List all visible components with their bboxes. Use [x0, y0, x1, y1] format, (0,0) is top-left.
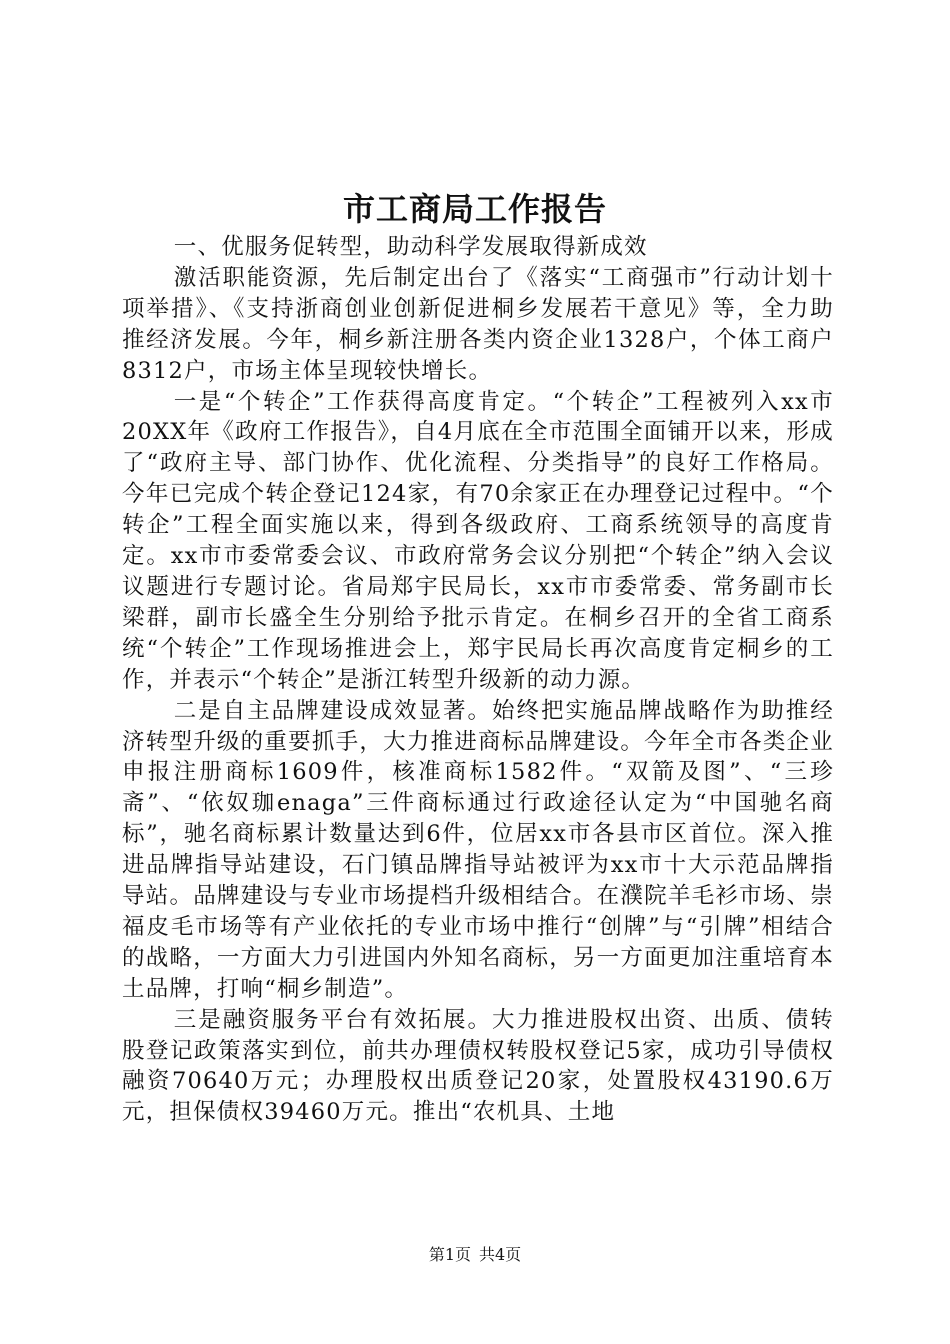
page-number: 第1页: [428, 1245, 471, 1264]
body-paragraph: 一是“个转企”工作获得高度肯定。“个转企”工程被列入xx市20XX年《政府工作报告》，自4月底在全市范围全面铺开以来，形成了“政府主导、部门协作、优化流程、分类指导”的良好工作格局。今年已完成个转企登记124家，有70余家正在办理登记过程中。“个转企”工程全面实施以来，得到各级政府、工商系统领导的高度肯定。xx市市委常委会议、市政府常务会议分别把“个转企”纳入会议议题进行专题讨论。省局郑宇民局长，xx市市委常委、常务副市长梁群，副市长盛全生分别给予批示肯定。在桐乡召开的全省工商系统“个转企”工作现场推进会上，郑宇民局长再次高度肯定桐乡的工作，并表示“个转企”是浙江转型升级新的动力源。: [122, 388, 834, 693]
page-footer: [0, 1244, 950, 1266]
body-paragraph: 二是自主品牌建设成效显著。始终把实施品牌战略作为助推经济转型升级的重要抓手，大力推进商标品牌建设。今年全市各类企业申报注册商标1609件，核准商标1582件。“双箭及图”、“三珍斋”、“依奴珈enaga”三件商标通过行政途径认定为“中国驰名商标”，驰名商标累计数量达到6件，位居xx市各县市区首位。深入推进品牌指导站建设，石门镇品牌指导站被评为xx市十大示范品牌指导站。品牌建设与专业市场提档升级相结合。在濮院羊毛衫市场、崇福皮毛市场等有产业依托的专业市场中推行“创牌”与“引牌”相结合的战略，一方面大力引进国内外知名商标，另一方面更加注重培育本土品牌，打响“桐乡制造”。: [122, 697, 834, 1002]
body-paragraph: 激活职能资源，先后制定出台了《落实“工商强市”行动计划十项举措》、《支持浙商创业创新促进桐乡发展若干意见》等，全力助推经济发展。今年，桐乡新注册各类内资企业1328户，个体工商户8312户，市场主体呈现较快增长。: [122, 264, 834, 384]
document-title: 市工商局工作报告: [342, 190, 607, 228]
document-body: [122, 232, 834, 1128]
page-total: 共4页: [479, 1245, 522, 1264]
body-paragraph: 三是融资服务平台有效拓展。大力推进股权出资、出质、债转股登记政策落实到位，前共办理债权转股权登记5家，成功引导债权融资70640万元；办理股权出质登记20家，处置股权43190.6万元，担保债权39460万元。推出“农机具、土地: [122, 1006, 834, 1126]
section-heading: 一、优服务促转型，助动科学发展取得新成效: [173, 234, 648, 260]
